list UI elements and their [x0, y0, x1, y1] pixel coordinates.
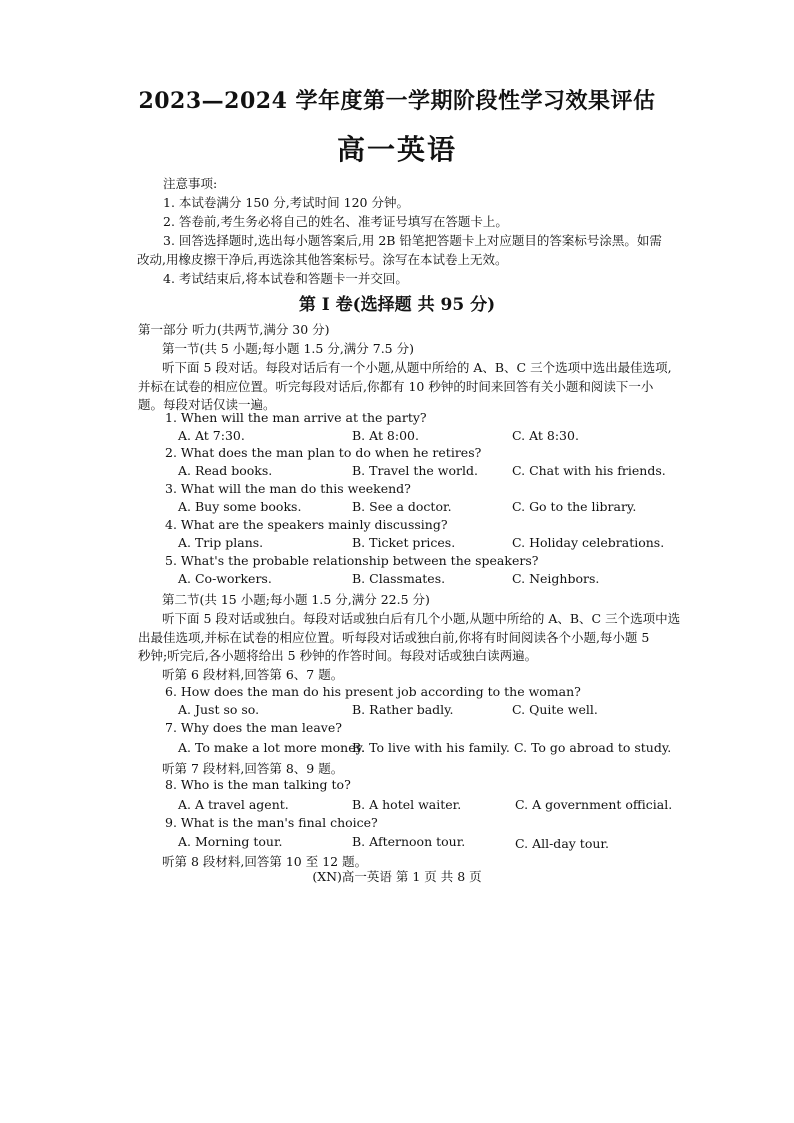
instructions-line: 出最佳选项,并标在试卷的相应位置。听每段对话或独白前,你将有时间阅读各个小题,每小题 5 — [138, 630, 650, 645]
subject-title: 高一英语 — [336, 133, 457, 166]
note-item: 3. 回答选择题时,选出每小题答案后,用 2B 铅笔把答题卡上对应题目的答案标号涂黑。如需 — [163, 233, 662, 248]
option-b: B. See a doctor. — [352, 499, 452, 514]
part-heading: 第一部分 听力(共两节,满分 30 分) — [138, 322, 330, 337]
note-item: 改动,用橡皮擦干净后,再选涂其他答案标号。涂写在本试卷上无效。 — [137, 252, 508, 267]
instructions-line: 听下面 5 段对话或独白。每段对话或独白后有几个小题,从题中所给的 A、B、C 三个选项中选 — [162, 611, 681, 626]
option-b: B. At 8:00. — [352, 428, 419, 443]
instructions-line: 秒钟;听完后,各小题将给出 5 秒钟的作答时间。每段对话或独白读两遍。 — [138, 648, 538, 663]
material-line: 听第 8 段材料,回答第 10 至 12 题。 — [162, 854, 368, 869]
option-b: B. Ticket prices. — [352, 535, 456, 550]
question-text: 6. How does the man do his present job according to the woman? — [165, 684, 581, 699]
option-c: C. Chat with his friends. — [512, 463, 666, 478]
option-a: A. To make a lot more money. — [178, 740, 365, 755]
option-a: A. Read books. — [178, 463, 273, 478]
question-text: 2. What does the man plan to do when he retires? — [165, 445, 482, 460]
option-c: C. Holiday celebrations. — [512, 535, 665, 550]
option-c: C. Go to the library. — [512, 499, 637, 514]
question-text: 5. What's the probable relationship between the speakers? — [165, 553, 539, 568]
option-b: B. To live with his family. — [352, 740, 510, 755]
option-b: B. Afternoon tour. — [352, 834, 466, 849]
section2-heading: 第二节(共 15 小题;每小题 1.5 分,满分 22.5 分) — [162, 592, 430, 607]
option-c: C. Quite well. — [512, 702, 598, 717]
page-footer: (XN)高一英语 第 1 页 共 8 页 — [312, 869, 482, 884]
option-c: C. To go abroad to study. — [514, 740, 672, 755]
option-a: A. At 7:30. — [178, 428, 245, 443]
option-b: B. Rather badly. — [352, 702, 454, 717]
instructions-line: 题。每段对话仅读一遍。 — [138, 397, 276, 412]
option-a: A. Trip plans. — [178, 535, 264, 550]
option-c: C. A government official. — [515, 797, 673, 812]
option-a: A. A travel agent. — [178, 797, 289, 812]
option-b: B. Travel the world. — [352, 463, 478, 478]
exam-title: 2023—2024 学年度第一学期阶段性学习效果评估 — [138, 88, 656, 114]
note-item: 4. 考试结束后,将本试卷和答题卡一并交回。 — [163, 271, 408, 286]
option-a: A. Co-workers. — [178, 571, 272, 586]
option-c: C. Neighbors. — [512, 571, 600, 586]
section-title: 第 I 卷(选择题 共 95 分) — [298, 295, 496, 315]
material-line: 听第 7 段材料,回答第 8、9 题。 — [162, 761, 344, 776]
section1-heading: 第一节(共 5 小题;每小题 1.5 分,满分 7.5 分) — [162, 341, 414, 356]
option-a: A. Morning tour. — [178, 834, 283, 849]
instructions-line: 并标在试卷的相应位置。听完每段对话后,你都有 10 秒钟的时间来回答有关小题和阅读下一小 — [138, 379, 654, 394]
material-line: 听第 6 段材料,回答第 6、7 题。 — [162, 667, 344, 682]
question-text: 9. What is the man's final choice? — [165, 815, 378, 830]
option-b: B. Classmates. — [352, 571, 446, 586]
question-text: 3. What will the man do this weekend? — [165, 481, 411, 496]
option-a: A. Just so so. — [178, 702, 260, 717]
option-c: C. At 8:30. — [512, 428, 579, 443]
question-text: 1. When will the man arrive at the party? — [165, 410, 427, 425]
option-b: B. A hotel waiter. — [352, 797, 462, 812]
note-item: 1. 本试卷满分 150 分,考试时间 120 分钟。 — [163, 195, 409, 210]
question-text: 7. Why does the man leave? — [165, 720, 342, 735]
question-text: 4. What are the speakers mainly discussing? — [165, 517, 448, 532]
option-c: C. All-day tour. — [515, 836, 609, 851]
question-text: 8. Who is the man talking to? — [165, 777, 351, 792]
option-a: A. Buy some books. — [178, 499, 302, 514]
notes-heading: 注意事项: — [163, 176, 218, 191]
notes-block — [137, 174, 723, 288]
note-item: 2. 答卷前,考生务必将自己的姓名、准考证号填写在答题卡上。 — [163, 214, 508, 229]
instructions-line: 听下面 5 段对话。每段对话后有一个小题,从题中所给的 A、B、C 三个选项中选出最佳选项, — [162, 360, 672, 375]
